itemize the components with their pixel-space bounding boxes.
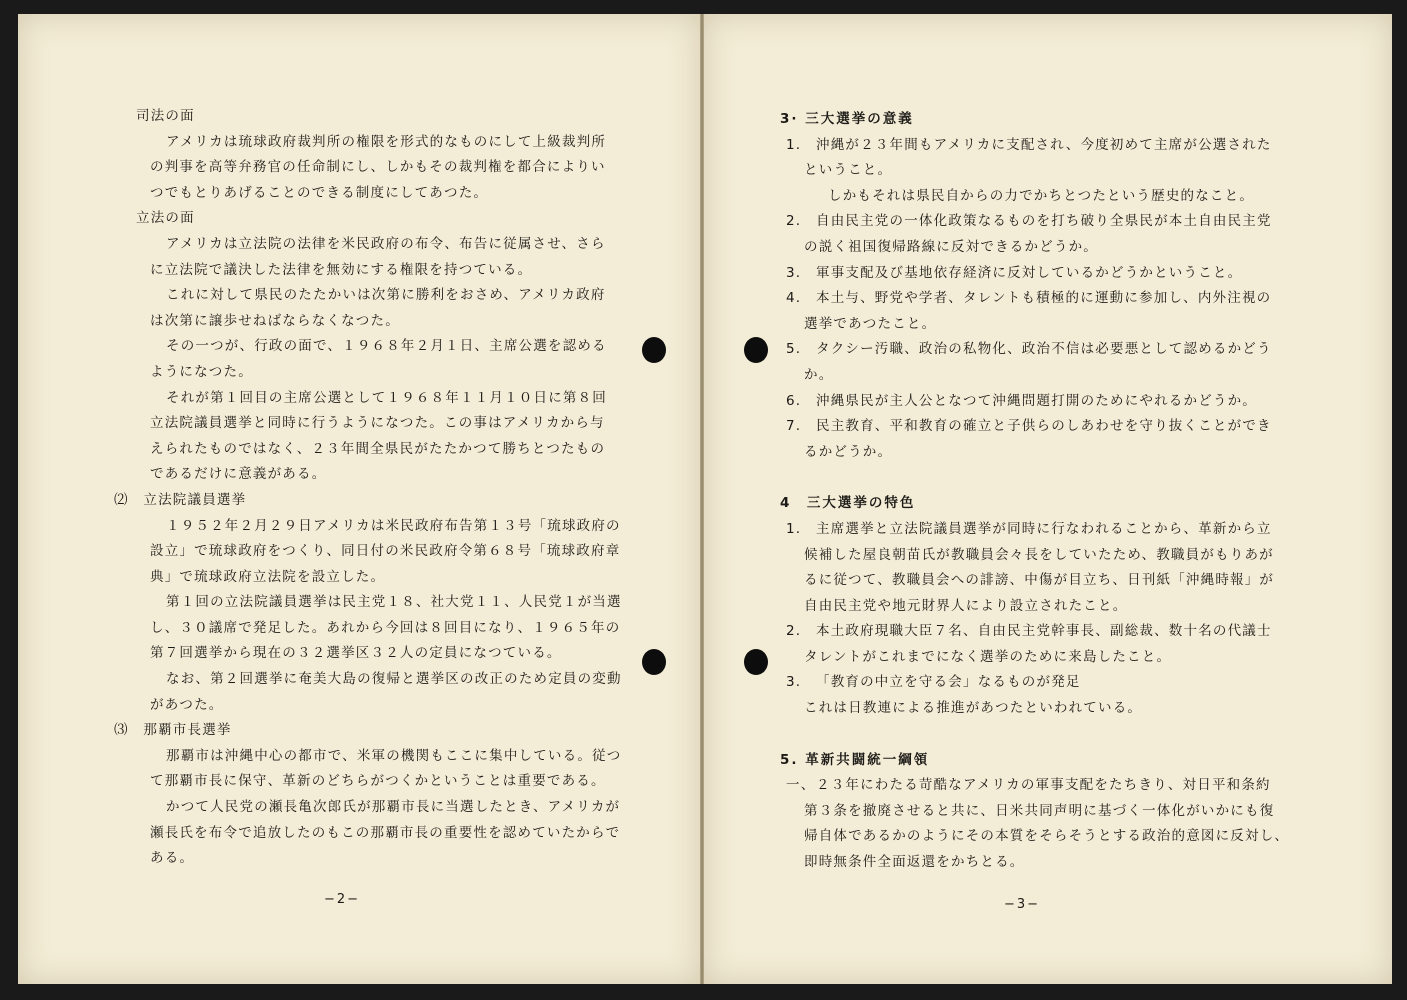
right-page	[704, 14, 1392, 984]
left-text-line: アメリカは琉球政府裁判所の権限を形式的なものにして上級裁判所	[166, 133, 607, 150]
list-item-line	[786, 363, 1289, 389]
list-item-text: これは日教連による推進があつたといわれている。	[804, 700, 1143, 717]
list-item-line	[786, 337, 1289, 363]
list-item-line	[786, 799, 1289, 825]
section-spacer	[786, 465, 1289, 491]
section-heading: 4 三大選挙の特色	[780, 495, 916, 512]
list-item-line	[786, 158, 1289, 184]
list-item-number: 1.	[786, 136, 802, 153]
list-item-text: タクシー汚職、政治の私物化、政治不信は必要悪として認めるかどう	[816, 341, 1272, 358]
left-text-line: 典」で琉球政府立法院を設立した。	[150, 568, 386, 585]
right-page-text	[780, 107, 1290, 876]
list-item-text: 即時無条件全面返還をかちとる。	[804, 854, 1025, 871]
left-text-line: 那覇市は沖縄中心の都市で、米軍の機関もここに集中している。従つ	[166, 747, 622, 764]
left-text-line: 第７回選挙から現在の３２選挙区３２人の定員になつている。	[150, 645, 562, 662]
list-item-number: 3.	[786, 674, 802, 691]
list-item-text: 帰自体であるかのようにその本質をそらそうとする政治的意図に反対し、	[804, 828, 1290, 845]
left-text-line: 第１回の立法院議員選挙は民主党１８、社大党１１、人民党１が当選	[166, 594, 622, 611]
left-text-line: １９５２年２月２９日アメリカは米民政府布告第１３号「琉球政府の	[166, 517, 621, 534]
list-item-line	[786, 414, 1289, 440]
left-text-line: かつて人民党の瀬長亀次郎氏が那覇市長に当選したとき、アメリカが	[166, 799, 621, 816]
left-text-line: 立法の面	[136, 210, 195, 227]
list-item-text: 候補した屋良朝苗氏が教職員会々長をしていたため、教職員がもりあが	[804, 546, 1274, 563]
list-item-line	[786, 696, 1289, 722]
list-item-text: 主席選挙と立法院議員選挙が同時に行なわれることから、革新から立	[816, 520, 1272, 537]
left-text-line: それが第１回目の主席公選として１９６８年１１月１０日に第８回	[166, 389, 607, 406]
list-item-line	[786, 850, 1289, 876]
left-text-line: ようになつた。	[150, 363, 253, 380]
list-item-text: るかどうか。	[804, 443, 893, 460]
list-item-text: タレントがこれまでになく選挙のために来島したこと。	[804, 648, 1172, 665]
punch-hole-top-right	[744, 337, 768, 363]
list-item-line	[786, 440, 1289, 466]
list-item-line	[786, 286, 1289, 312]
punch-hole-bottom-right	[744, 649, 768, 675]
list-item-line	[786, 645, 1289, 671]
list-item-text: 自由民主党や地元財界人により設立されたこと。	[804, 597, 1128, 614]
list-item-text: 「教育の中立を守る会」なるものが発足	[816, 674, 1081, 691]
list-item-line	[786, 543, 1289, 569]
list-item-line	[786, 235, 1289, 261]
left-text-line: に立法院で議決した法律を無効にする権限を持つている。	[150, 261, 533, 278]
list-item-text: 第３条を撤廃させると共に、日米共同声明に基づく一体化がいかにも復	[804, 802, 1275, 819]
left-text-line: えられたものではなく、２３年間全県民がたたかつて勝ちとつたもの	[150, 440, 606, 457]
left-text-line: ある。	[150, 850, 195, 867]
list-item-number: 4.	[786, 290, 802, 307]
left-text-line: その一つが、行政の面で、１９６８年２月１日、主席公選を認める	[166, 338, 607, 355]
list-item-line	[786, 389, 1289, 415]
right-page-number: −3−	[1004, 897, 1041, 912]
left-text-line: アメリカは立法院の法律を米民政府の布令、布告に従属させ、さら	[166, 235, 606, 252]
list-item-line	[786, 312, 1289, 338]
list-item-text: しかもそれは県民自からの力でかちとつたという歴史的なこと。	[828, 187, 1255, 204]
list-item-text: 沖縄が２３年間もアメリカに支配され、今度初めて主席が公選された	[816, 136, 1272, 153]
list-item-line	[786, 619, 1289, 645]
left-page	[18, 14, 700, 984]
punch-hole-bottom-left	[642, 649, 666, 675]
list-item-number: 2.	[786, 623, 802, 640]
list-item-text: るに従つて、教職員会への誹謗、中傷が目立ち、日刊紙「沖縄時報」が	[804, 572, 1275, 589]
left-text-line: があつた。	[150, 696, 224, 713]
left-text-line: し、３０議席で発足した。あれから今回は８回目になり、１９６５年の	[150, 619, 621, 636]
section-heading: 3· 三大選挙の意義	[780, 111, 914, 127]
list-item-text: 選挙であつたこと。	[804, 315, 937, 332]
left-text-line: 司法の面	[136, 108, 195, 124]
list-item-text: 本土与、野党や学者、タレントも積極的に運動に参加し、内外注視の	[816, 290, 1272, 307]
list-item-text: か。	[804, 366, 834, 383]
left-page-text	[114, 104, 622, 872]
left-text-line: 瀬長氏を布令で追放したのもこの那覇市長の重要性を認めていたからで	[150, 824, 621, 841]
list-item-line	[786, 670, 1289, 696]
punch-hole-top-left	[642, 337, 666, 363]
left-text-line: は次第に譲歩せねばならなくなつた。	[150, 312, 400, 329]
left-page-number: −2−	[324, 892, 361, 907]
list-item-line	[786, 209, 1289, 235]
left-text-line: つでもとりあげることのできる制度にしてあつた。	[150, 184, 489, 201]
left-text-line: であるだけに意義がある。	[150, 466, 327, 483]
left-text-line: 立法院議員選挙と同時に行うようになつた。この事はアメリカから与	[150, 415, 605, 432]
list-item-text: 民主教育、平和教育の確立と子供らのしあわせを守り抜くことができ	[816, 418, 1272, 435]
list-item-text: の説く祖国復帰路線に反対できるかどうか。	[804, 238, 1098, 255]
list-item-number: 6.	[786, 392, 802, 409]
list-item-line	[786, 594, 1289, 620]
list-item-number: 1.	[786, 520, 802, 537]
list-item-line	[786, 261, 1289, 287]
list-item-text: 自由民主党の一体化政策なるものを打ち破り全県民が本土自由民主党	[816, 213, 1272, 230]
section-heading: 5. 革新共闘統一綱領	[780, 751, 930, 768]
list-item-number: 5.	[786, 341, 802, 358]
list-item-number: 2.	[786, 213, 802, 230]
left-text-line: ⑶ 那覇市長選挙	[114, 722, 232, 739]
list-item-text: ということ。	[804, 162, 893, 179]
list-item-text: 軍事支配及び基地依存経済に反対しているかどうかということ。	[816, 264, 1243, 281]
section-spacer	[786, 722, 1289, 748]
left-text-line: これに対して県民のたたかいは次第に勝利をおさめ、アメリカ政府	[166, 287, 606, 304]
list-item-text: ２３年にわたる苛酷なアメリカの軍事支配をたちきり、対日平和条約	[816, 777, 1271, 794]
list-item-text: 沖縄県民が主人公となつて沖縄問題打開のためにやれるかどうか。	[816, 392, 1257, 409]
list-item-line	[786, 133, 1289, 159]
list-item-number: 3.	[786, 264, 802, 281]
left-text-line: なお、第２回選挙に奄美大島の復帰と選挙区の改正のため定員の変動	[166, 671, 622, 688]
list-item-line	[786, 824, 1289, 850]
list-item-number: 7.	[786, 418, 802, 435]
left-text-line: ⑵ 立法院議員選挙	[114, 491, 247, 508]
list-item-line	[786, 517, 1289, 543]
left-text-line: 設立」で琉球政府をつくり、同日付の米民政府令第６８号「琉球政府章	[150, 543, 621, 560]
list-item-line	[786, 773, 1289, 799]
list-item-line	[786, 568, 1289, 594]
list-item-number: 一、	[786, 777, 816, 794]
left-text-line: て那覇市長に保守、革新のどちらがつくかということは重要である。	[150, 773, 606, 790]
list-item-line	[786, 184, 1289, 210]
list-item-text: 本土政府現職大臣７名、自由民主党幹事長、副総裁、数十名の代議士	[816, 623, 1272, 640]
left-text-line: の判事を高等弁務官の任命制にし、しかもその裁判権を都合によりい	[150, 159, 606, 176]
